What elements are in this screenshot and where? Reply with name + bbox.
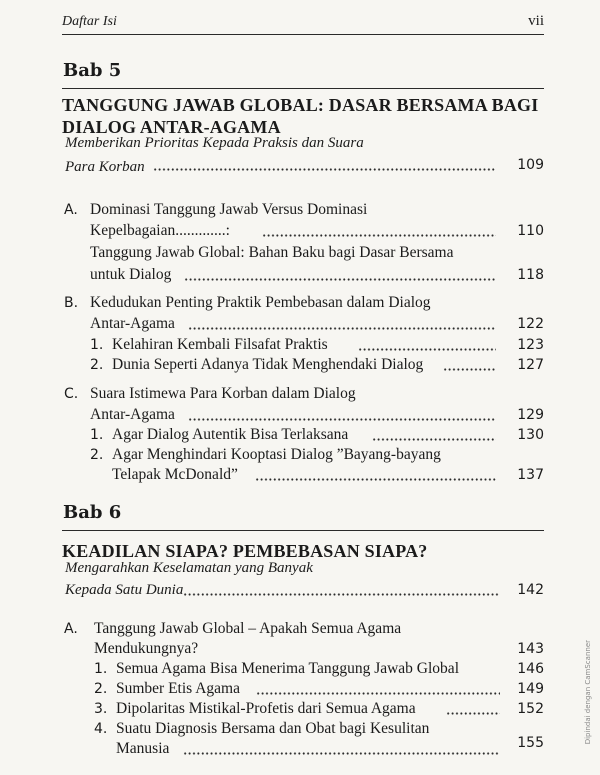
toc-page-number[interactable]: 137 bbox=[517, 467, 544, 483]
dot-leader bbox=[184, 265, 496, 285]
toc-page-number[interactable]: 109 bbox=[517, 157, 544, 173]
toc-subentry[interactable]: Kelahiran Kembali Filsafat Praktis bbox=[112, 336, 328, 353]
toc-entry-line1[interactable]: Dominasi Tanggung Jawab Versus Dominasi bbox=[90, 201, 368, 218]
toc-number: 2. bbox=[90, 447, 104, 463]
toc-entry-line2[interactable]: Manusia bbox=[116, 740, 170, 757]
bab5-heading bbox=[62, 94, 548, 138]
toc-entry-line2[interactable]: Mendukungnya? bbox=[94, 640, 199, 657]
toc-entry-line1[interactable]: Suara Istimewa Para Korban dalam Dialog bbox=[90, 385, 356, 402]
toc-number: 2. bbox=[90, 357, 104, 373]
toc-page-number[interactable]: 110 bbox=[517, 223, 544, 239]
toc-subentry[interactable]: Semua Agama Bisa Menerima Tanggung Jawab Global bbox=[116, 660, 459, 677]
bab5-subtitle-line2: Para Korban bbox=[65, 159, 145, 175]
toc-page-number[interactable]: 152 bbox=[517, 701, 544, 717]
toc-page-number[interactable]: 130 bbox=[517, 427, 544, 443]
dot-leader bbox=[255, 465, 496, 485]
bab6-heading: KEADILAN SIAPA? PEMBEBASAN SIAPA? bbox=[62, 541, 428, 561]
dot-leader bbox=[183, 739, 500, 759]
toc-entry-line1[interactable]: Tanggung Jawab Global – Apakah Semua Agama bbox=[94, 620, 402, 637]
toc-page-number[interactable]: 142 bbox=[517, 582, 544, 598]
toc-number: 4. bbox=[94, 721, 108, 737]
running-header bbox=[62, 12, 544, 35]
camscanner-watermark bbox=[584, 640, 596, 770]
toc-page-number[interactable]: 155 bbox=[517, 735, 544, 751]
toc-page-number[interactable]: 146 bbox=[517, 661, 544, 677]
toc-entry-line1[interactable]: Tanggung Jawab Global: Bahan Baku bagi Dasar Bersama bbox=[90, 244, 454, 261]
toc-number: 2. bbox=[94, 681, 108, 697]
toc-page-number[interactable]: 149 bbox=[517, 681, 544, 697]
toc-page-number[interactable]: 143 bbox=[517, 641, 544, 657]
toc-page-number[interactable]: 129 bbox=[517, 407, 544, 423]
toc-letter: C. bbox=[64, 386, 79, 402]
dot-leader bbox=[188, 405, 496, 425]
dot-leader bbox=[443, 355, 496, 375]
toc-entry-line2[interactable]: untuk Dialog bbox=[90, 266, 172, 283]
toc-number: 1. bbox=[90, 337, 104, 353]
bab5-subtitle-line1: Memberikan Prioritas Kepada Praksis dan Suara bbox=[65, 135, 364, 151]
bab5-heading-line1: TANGGUNG JAWAB GLOBAL: DASAR BERSAMA BAGI bbox=[62, 95, 539, 115]
bab6-subtitle-line1: Mengarahkan Keselamatan yang Banyak bbox=[65, 560, 313, 576]
toc-subentry[interactable]: Dipolaritas Mistikal-Profetis dari Semua Agama bbox=[116, 700, 416, 717]
toc-number: 3. bbox=[94, 701, 108, 717]
toc-subentry[interactable]: Sumber Etis Agama bbox=[116, 680, 240, 697]
toc-entry-line1[interactable]: Agar Menghindari Kooptasi Dialog ”Bayang-bayang bbox=[112, 446, 441, 463]
toc-entry-line2[interactable]: Kepelbagaian.............: bbox=[90, 222, 230, 239]
bab5-rule bbox=[62, 88, 544, 89]
toc-number: 1. bbox=[90, 427, 104, 443]
bab6-rule bbox=[62, 530, 544, 531]
dot-leader bbox=[262, 221, 496, 241]
watermark-text: Dipindai dengan CamScanner bbox=[584, 640, 592, 745]
toc-subentry[interactable]: Agar Dialog Autentik Bisa Terlaksana bbox=[112, 426, 349, 443]
toc-page-number[interactable]: 123 bbox=[517, 337, 544, 353]
toc-number: 1. bbox=[94, 661, 108, 677]
toc-page-number[interactable]: 118 bbox=[517, 267, 544, 283]
dot-leader bbox=[372, 425, 496, 445]
toc-letter: A. bbox=[64, 202, 78, 218]
toc-subentry[interactable]: Dunia Seperti Adanya Tidak Menghendaki Dialog bbox=[112, 356, 424, 373]
dot-leader bbox=[446, 699, 500, 719]
bab6-subtitle-line2: Kepada Satu Dunia bbox=[65, 582, 184, 598]
dot-leader bbox=[358, 335, 496, 355]
toc-letter: B. bbox=[64, 295, 79, 311]
toc-entry-line2[interactable]: Antar-Agama bbox=[90, 315, 175, 332]
toc-letter: A. bbox=[64, 621, 78, 637]
dot-leader bbox=[183, 580, 499, 600]
toc-entry-line2[interactable]: Telapak McDonald” bbox=[112, 466, 238, 483]
toc-entry-line2[interactable]: Antar-Agama bbox=[90, 406, 175, 423]
header-page-number: vii bbox=[528, 13, 544, 29]
dot-leader bbox=[188, 314, 496, 334]
header-title: Daftar Isi bbox=[62, 14, 117, 29]
bab5-heading-line2: DIALOG ANTAR-AGAMA bbox=[62, 117, 281, 137]
dot-leader bbox=[256, 679, 500, 699]
toc-entry-line1[interactable]: Suatu Diagnosis Bersama dan Obat bagi Kesulitan bbox=[116, 720, 430, 737]
bab5-label: Bab 5 bbox=[63, 60, 122, 81]
dot-leader bbox=[153, 155, 496, 175]
toc-page-number[interactable]: 122 bbox=[517, 316, 544, 332]
bab6-label: Bab 6 bbox=[63, 502, 122, 523]
toc-entry-line1[interactable]: Kedudukan Penting Praktik Pembebasan dalam Dialog bbox=[90, 294, 431, 311]
toc-page-number[interactable]: 127 bbox=[517, 357, 544, 373]
